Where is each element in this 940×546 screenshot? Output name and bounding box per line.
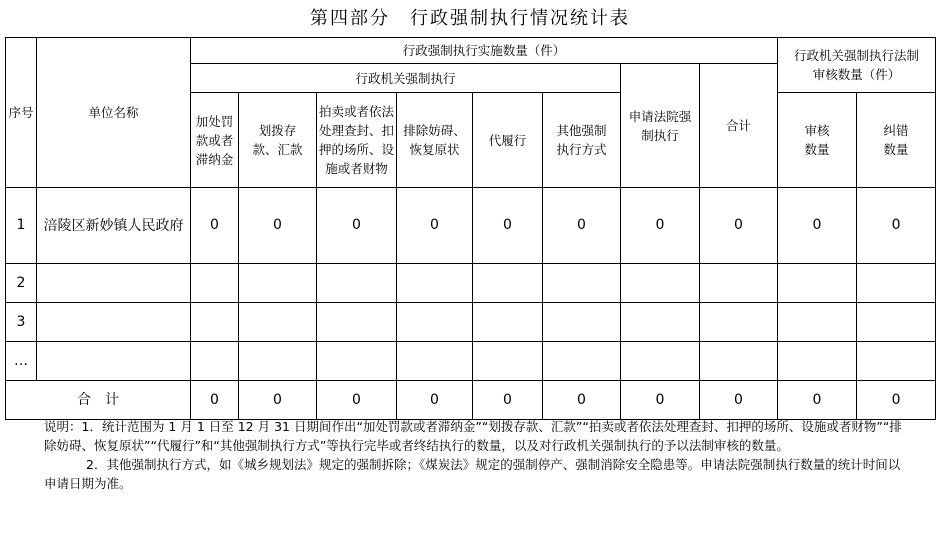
cell-value: 0	[191, 188, 239, 264]
cell-value	[191, 342, 239, 381]
row-unit-name	[37, 264, 191, 303]
cell-value: 0	[778, 188, 857, 264]
cell-value	[621, 264, 700, 303]
cell-value	[473, 303, 543, 342]
total-value: 0	[700, 381, 778, 420]
cell-value: 0	[621, 188, 700, 264]
cell-value	[317, 342, 397, 381]
cell-value: 0	[397, 188, 473, 264]
header-implement-count: 行政强制执行实施数量（件）	[191, 38, 778, 64]
total-value: 0	[191, 381, 239, 420]
total-row	[6, 381, 936, 420]
cell-value	[191, 303, 239, 342]
cell-value	[239, 303, 317, 342]
cell-value	[397, 342, 473, 381]
header-auction: 拍卖或者依法处理查封、扣押的场所、设施或者财物	[317, 93, 397, 188]
table-row	[6, 264, 936, 303]
header-total: 合计	[700, 64, 778, 188]
cell-value	[621, 303, 700, 342]
cell-value	[621, 342, 700, 381]
table-row	[6, 188, 936, 264]
header-audit: 审核数量	[778, 93, 857, 188]
cell-value	[397, 303, 473, 342]
total-value: 0	[317, 381, 397, 420]
table-row	[6, 303, 936, 342]
row-unit-name	[37, 303, 191, 342]
total-value: 0	[778, 381, 857, 420]
header-court: 申请法院强制执行	[621, 64, 700, 188]
header-seq: 序号	[6, 38, 37, 188]
total-row-label: 合 计	[6, 381, 191, 420]
statistics-table	[5, 37, 936, 420]
header-unit-name: 单位名称	[37, 38, 191, 188]
cell-value: 0	[700, 188, 778, 264]
cell-value	[543, 303, 621, 342]
cell-value: 0	[543, 188, 621, 264]
cell-value	[778, 303, 857, 342]
total-value: 0	[621, 381, 700, 420]
cell-value	[857, 264, 936, 303]
header-correct: 纠错数量	[857, 93, 936, 188]
table-row	[6, 342, 936, 381]
cell-value	[700, 303, 778, 342]
notes	[44, 417, 904, 493]
header-fine: 加处罚款或者滞纳金	[191, 93, 239, 188]
total-value: 0	[857, 381, 936, 420]
cell-value	[317, 303, 397, 342]
page-title: 第四部分 行政强制执行情况统计表	[310, 8, 630, 29]
total-value: 0	[543, 381, 621, 420]
cell-value	[191, 264, 239, 303]
cell-value: 0	[239, 188, 317, 264]
cell-value	[857, 342, 936, 381]
cell-value	[857, 303, 936, 342]
row-seq: 1	[6, 188, 37, 264]
note-2: 2．其他强制执行方式，如《城乡规划法》规定的强制拆除；《煤炭法》规定的强制停产、强制消除安全隐患等。申请法院强制执行数量的统计时间以申请日期为准。	[44, 457, 901, 491]
cell-value	[543, 342, 621, 381]
cell-value	[473, 342, 543, 381]
header-substitute: 代履行	[473, 93, 543, 188]
cell-value	[473, 264, 543, 303]
cell-value	[700, 342, 778, 381]
cell-value	[778, 342, 857, 381]
total-value: 0	[239, 381, 317, 420]
row-seq: 2	[6, 264, 37, 303]
cell-value	[700, 264, 778, 303]
header-review-count: 行政机关强制执行法制审核数量（件）	[778, 38, 936, 93]
header-admin-exec: 行政机关强制执行	[191, 64, 621, 93]
cell-value: 0	[857, 188, 936, 264]
cell-value	[397, 264, 473, 303]
cell-value	[317, 264, 397, 303]
cell-value	[543, 264, 621, 303]
total-value: 0	[397, 381, 473, 420]
row-unit-name: 涪陵区新妙镇人民政府	[37, 188, 191, 264]
cell-value: 0	[473, 188, 543, 264]
total-value: 0	[473, 381, 543, 420]
header-remove: 排除妨碍、恢复原状	[397, 93, 473, 188]
cell-value	[239, 264, 317, 303]
row-unit-name	[37, 342, 191, 381]
cell-value	[239, 342, 317, 381]
row-seq: 3	[6, 303, 37, 342]
header-transfer: 划拨存款、汇款	[239, 93, 317, 188]
cell-value: 0	[317, 188, 397, 264]
note-1: 说明：1．统计范围为 1 月 1 日至 12 月 31 日期间作出“加处罚款或者滞纳金”“划拨存款、汇款”“拍卖或者依法处理查封、扣押的场所、设施或者财物”“排除妨碍、恢复原状”“代履行”和“其他强制执行方式”等执行完毕或者终结执行的数量，以及对行政机关强制执行的予以法制审核的数量。	[44, 419, 902, 453]
row-seq: …	[6, 342, 37, 381]
header-other: 其他强制执行方式	[543, 93, 621, 188]
cell-value	[778, 264, 857, 303]
